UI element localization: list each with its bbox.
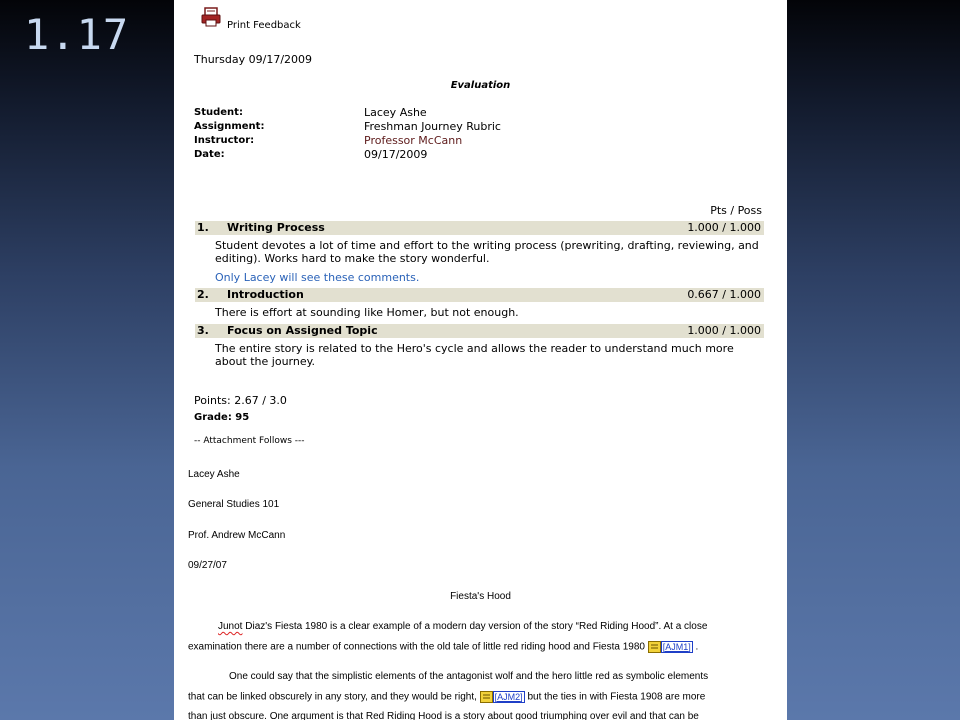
points-total: Points: 2.67 / 3.0 <box>194 394 287 407</box>
essay-text: Diaz's Fiesta 1980 is a clear example of a modern day version of the story “Red Riding Hood”. At a close <box>242 621 708 632</box>
essay-paragraph-line <box>188 641 773 653</box>
assignment-label: Assignment: <box>194 121 265 132</box>
criterion-row <box>195 324 764 338</box>
criterion-comment: Student devotes a lot of time and effort to the writing process (prewriting, drafting, reviewing, and editing). Works hard to make the story wonderful. <box>215 239 759 265</box>
essay-student-name: Lacey Ashe <box>188 469 240 480</box>
date-label: Date: <box>194 149 225 160</box>
student-value: Lacey Ashe <box>364 106 427 119</box>
criterion-title: Introduction <box>227 288 304 301</box>
criterion-title: Writing Process <box>227 221 325 234</box>
grade: Grade: 95 <box>194 412 250 423</box>
comment-note-icon[interactable] <box>480 691 493 703</box>
criterion-comment: The entire story is related to the Hero's cycle and allows the reader to understand much more about the journey. <box>215 342 734 368</box>
criterion-number: 3. <box>197 324 209 337</box>
essay-course: General Studies 101 <box>188 499 280 510</box>
pts-poss-header: Pts / Poss <box>710 204 762 217</box>
essay-date: 09/27/07 <box>188 560 227 571</box>
comment-marker-link[interactable]: [AJM1] <box>662 641 691 652</box>
print-feedback-link[interactable]: Print Feedback <box>227 20 301 31</box>
essay-text: examination there are a number of connections with the old tale of little red riding hood and Fiesta 1980 <box>188 641 645 653</box>
evaluation-title: Evaluation <box>450 80 511 91</box>
attachment-note: -- Attachment Follows --- <box>194 436 305 446</box>
criterion-score: 0.667 / 1.000 <box>687 288 761 301</box>
criterion-row <box>195 288 764 302</box>
date-heading: Thursday 09/17/2009 <box>194 53 313 66</box>
instructor-value: Professor McCann <box>364 134 463 147</box>
essay-paragraph-line: than just obscure. One argument is that Red Riding Hood is a story about good triumphing over evil and that can be <box>188 711 699 720</box>
slide-number: 1.17 <box>24 10 130 59</box>
criterion-title: Focus on Assigned Topic <box>227 324 378 337</box>
criterion-row <box>195 221 764 235</box>
essay-paragraph-line: One could say that the simplistic elements of the antagonist wolf and the hero little red as symbolic elements <box>229 671 709 682</box>
spellcheck-word: Junot <box>218 621 243 632</box>
essay-text: but the ties in with Fiesta 1908 are more <box>524 691 706 703</box>
student-label: Student: <box>194 107 243 118</box>
essay-text: . <box>695 641 699 653</box>
essay-text: that can be linked obscurely in any story, and they would be right, <box>188 691 477 703</box>
criterion-number: 1. <box>197 221 209 234</box>
criterion-score: 1.000 / 1.000 <box>687 324 761 337</box>
essay-paragraph-line <box>188 691 773 703</box>
criterion-comment: There is effort at sounding like Homer, but not enough. <box>215 306 519 319</box>
assignment-value: Freshman Journey Rubric <box>364 120 501 133</box>
essay-professor: Prof. Andrew McCann <box>188 530 286 541</box>
essay-title: Fiesta's Hood <box>450 591 511 602</box>
essay-paragraph-line <box>218 621 787 632</box>
feedback-document <box>174 0 787 720</box>
instructor-label: Instructor: <box>194 135 255 146</box>
comment-note-icon[interactable] <box>648 641 661 653</box>
criterion-number: 2. <box>197 288 209 301</box>
printer-icon[interactable] <box>201 7 221 27</box>
criterion-score: 1.000 / 1.000 <box>687 221 761 234</box>
private-comment-note: Only Lacey will see these comments. <box>215 271 420 284</box>
date-value: 09/17/2009 <box>364 148 428 161</box>
comment-marker-link[interactable]: [AJM2] <box>494 691 523 702</box>
